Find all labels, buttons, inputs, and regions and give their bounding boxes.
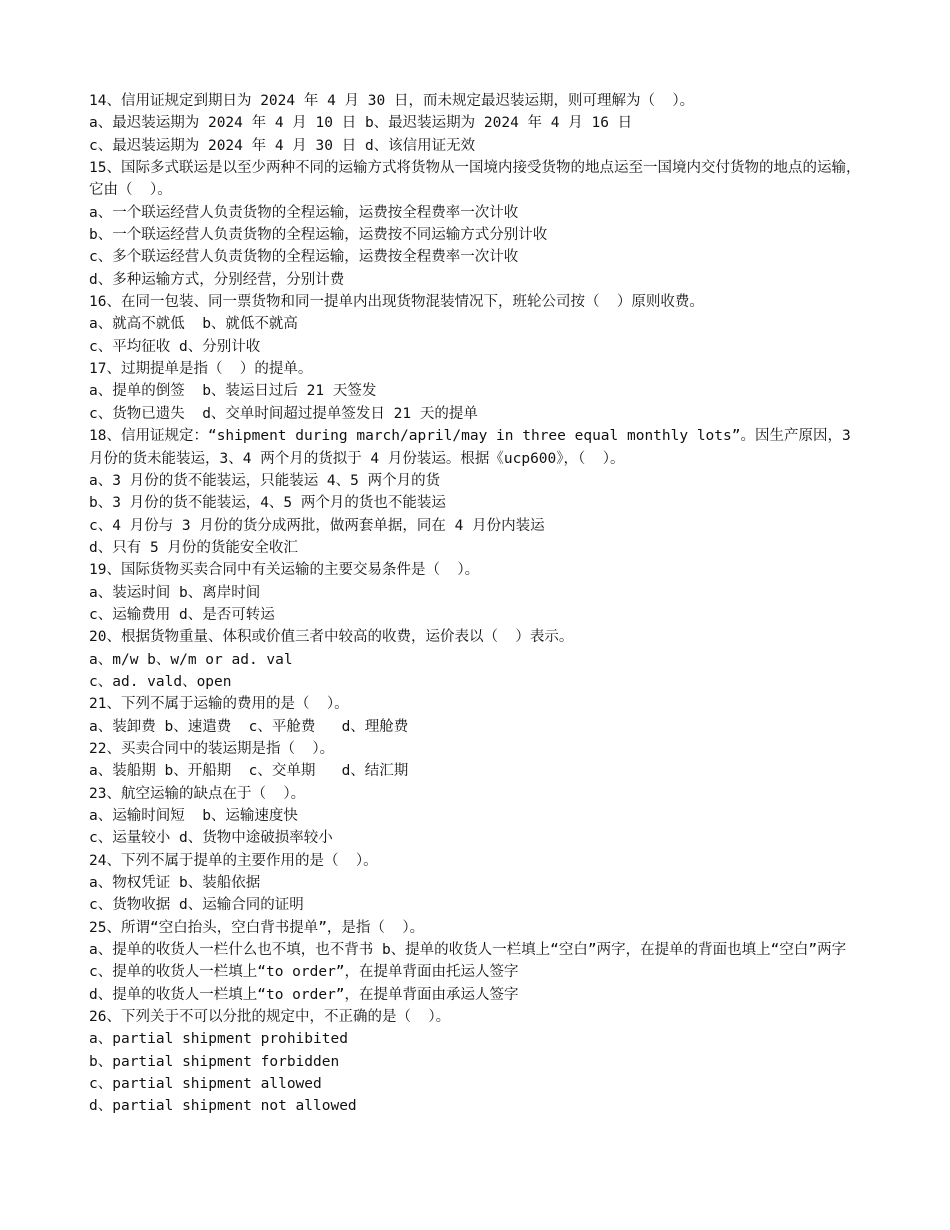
option-line: c、ad. vald、open: [89, 673, 232, 690]
option-line: c、多个联运经营人负责货物的全程运输，运费按全程费率一次计收: [89, 249, 519, 266]
option-line: c、4 月份与 3 月份的货分成两批，做两套单据，同在 4 月份内装运: [89, 517, 545, 534]
option-line: a、一个联运经营人负责货物的全程运输，运费按全程费率一次计收: [89, 204, 519, 221]
option-line: c、运输费用 d、是否可转运: [89, 606, 275, 623]
question-18: 18、信用证规定：“shipment during march/april/may in three equal monthly lots”。因生产原因，3 月份的货未能装运，3、4 两个月的货拟于 4 月份装运。根据《ucp600》，（ ）。: [89, 428, 860, 467]
option-line: d、partial shipment not allowed: [89, 1098, 357, 1115]
option-line: c、最迟装运期为 2024 年 4 月 30 日 d、该信用证无效: [89, 137, 476, 154]
question-26: 26、下列关于不可以分批的规定中，不正确的是（ ）。: [89, 1009, 451, 1026]
option-line: a、运输时间短 b、运输速度快: [89, 808, 298, 824]
question-17: 17、过期提单是指（ ）的提单。: [89, 361, 313, 378]
question-20: 20、根据货物重量、体积或价值三者中较高的收费，运价表以（ ）表示。: [89, 629, 574, 646]
option-line: b、一个联运经营人负责货物的全程运输，运费按不同运输方式分别计收: [89, 227, 548, 244]
option-line: d、多种运输方式，分别经营，分别计费: [89, 271, 345, 288]
option-line: b、partial shipment forbidden: [89, 1053, 340, 1070]
option-line: a、提单的收货人一栏什么也不填，也不背书 b、提单的收货人一栏填上“空白”两字，在提单的背面也填上“空白”两字: [89, 942, 847, 959]
option-line: c、提单的收货人一栏填上“to order”，在提单背面由托运人签字: [89, 964, 519, 981]
question-22: 22、买卖合同中的装运期是指（ ）。: [89, 740, 335, 757]
option-line: a、装运时间 b、离岸时间: [89, 584, 261, 601]
option-line: b、3 月份的货不能装运，4、5 两个月的货也不能装运: [89, 495, 446, 512]
option-line: c、货物收据 d、运输合同的证明: [89, 897, 304, 914]
option-line: c、平均征收 d、分别计收: [89, 338, 261, 355]
option-line: a、装船期 b、开船期 c、交单期 d、结汇期: [89, 763, 409, 780]
option-line: c、partial shipment allowed: [89, 1076, 322, 1093]
question-14: 14、信用证规定到期日为 2024 年 4 月 30 日，而未规定最迟装运期，则可理解为（ ）。: [89, 93, 695, 109]
option-line: a、提单的倒签 b、装运日过后 21 天签发: [89, 383, 377, 400]
question-19: 19、国际货物买卖合同中有关运输的主要交易条件是（ ）。: [89, 562, 480, 579]
question-24: 24、下列不属于提单的主要作用的是（ ）。: [89, 852, 378, 869]
document-page: [89, 90, 869, 1118]
option-line: a、最迟装运期为 2024 年 4 月 10 日 b、最迟装运期为 2024 年 4 月 16 日: [89, 115, 633, 132]
question-25: 25、所谓“空白抬头，空白背书提单”，是指（ ）。: [89, 919, 425, 936]
option-line: a、partial shipment prohibited: [89, 1031, 348, 1048]
option-line: a、装卸费 b、速遣费 c、平舱费 d、理舱费: [89, 718, 409, 735]
option-line: d、提单的收货人一栏填上“to order”，在提单背面由承运人签字: [89, 986, 519, 1003]
option-line: a、物权凭证 b、装船依据: [89, 875, 261, 892]
option-line: c、运量较小 d、货物中途破损率较小: [89, 830, 333, 847]
question-21: 21、下列不属于运输的费用的是（ ）。: [89, 696, 349, 713]
option-line: a、m/w b、w/m or ad. val: [89, 651, 293, 668]
option-line: d、只有 5 月份的货能安全收汇: [89, 539, 298, 556]
question-16: 16、在同一包装、同一票货物和同一提单内出现货物混装情况下，班轮公司按（ ）原则收费。: [89, 294, 704, 311]
question-23: 23、航空运输的缺点在于（ ）。: [89, 785, 306, 802]
question-15: 15、国际多式联运是以至少两种不同的运输方式将货物从一国境内接受货物的地点运至一国境内交付货物的地点的运输，它由（ ）。: [89, 160, 861, 199]
option-line: c、货物已遗失 d、交单时间超过提单签发日 21 天的提单: [89, 405, 478, 422]
option-line: a、3 月份的货不能装运，只能装运 4、5 两个月的货: [89, 472, 441, 489]
option-line: a、就高不就低 b、就低不就高: [89, 316, 298, 333]
